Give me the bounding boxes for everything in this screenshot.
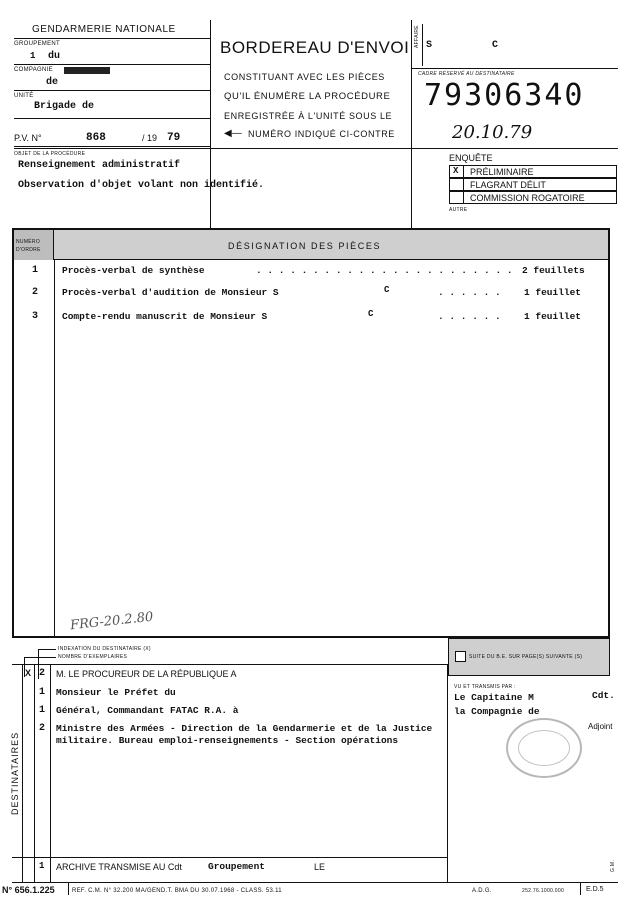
destinataires-side-label: DESTINATAIRES [10, 731, 20, 815]
dest-mark-1: X [25, 668, 32, 678]
gendarmerie-title: GENDARMERIE NATIONALE [32, 24, 176, 35]
row-leader: . . . . . . [438, 287, 501, 298]
footer-print-ref: 252.76.1000.000 [522, 888, 565, 894]
cdt-text: Cdt. [592, 690, 615, 701]
cadre-label: CADRE RÉSERVÉ AU DESTINATAIRE [418, 71, 515, 77]
groupement-prefix: 1 [30, 51, 36, 61]
archive-le: LE [314, 862, 326, 872]
enquete-option-label-3: COMMISSION ROGATOIRE [470, 193, 585, 203]
row-number: 2 [32, 287, 39, 298]
footer-side-mark: G.M. [610, 859, 616, 872]
row-leader: . . . . . . [438, 311, 501, 322]
dest-count-3: 1 [39, 705, 46, 716]
row-extra: C [368, 309, 374, 319]
enquete-mark-1: X [453, 166, 459, 176]
row-leader: . . . . . . . . . . . . . . . . . . . . . . . [256, 265, 513, 276]
distribution-box [12, 664, 448, 882]
autre-label: AUTRE [449, 207, 468, 213]
footer-adg: A.D.G. [472, 888, 492, 894]
title-line-4: NUMÉRO INDIQUÉ CI-CONTRE [248, 129, 395, 139]
enquete-block [449, 153, 617, 213]
title-line-2: QU'IL ÉNUMÈRE LA PROCÉDURE [224, 91, 391, 102]
nombre-label: NOMBRE D'EXEMPLAIRES [58, 654, 128, 660]
numero-header: NUMÉRO D'ORDRE [14, 230, 54, 260]
objet-line-1: Renseignement administratif [18, 160, 181, 171]
adjoint-text: Adjoint [588, 722, 613, 731]
row-count: 2 feuillets [522, 265, 585, 276]
capitaine-text: Le Capitaine M [454, 692, 534, 703]
enquete-option-1 [449, 165, 617, 178]
enquete-label: ENQUÊTE [449, 153, 493, 163]
enquete-option-label-2: FLAGRANT DÉLIT [470, 180, 546, 190]
table-row [14, 265, 608, 281]
pv-number: 868 [86, 132, 106, 144]
row-number: 1 [32, 265, 39, 276]
row-count: 1 feuillet [524, 311, 582, 322]
suite-checkbox[interactable] [455, 651, 466, 662]
table-row [14, 311, 608, 327]
row-extra: C [384, 285, 390, 295]
enquete-option-3 [449, 191, 617, 204]
bordereau-title: BORDEREAU D'ENVOI [220, 38, 410, 57]
suite-label: SUITE DU B.E. SUR PAGE(S) SUIVANTE (S) [469, 654, 583, 660]
footer-reference: REF. C.M. N° 32.200 MA/GEND.T. BMA DU 30.07.1968 - CLASS. 53.11 [72, 888, 282, 894]
dest-text-2: Monsieur le Préfet du [56, 687, 176, 698]
form-number: N° 656.1.225 [2, 885, 55, 895]
groupement-label: GROUPEMENT [14, 41, 61, 47]
pv-label: P.V. N° [14, 133, 42, 143]
affaire-label: AFFAIRE [414, 25, 420, 48]
compagnie-redaction [64, 67, 110, 74]
table-row [14, 287, 608, 303]
affaire-value-1: S [426, 40, 433, 51]
pv-year-prefix: / 19 [142, 133, 158, 143]
dest-count-2: 1 [39, 687, 46, 698]
dest-text-3: Général, Commandant FATAC R.A. à [56, 705, 239, 716]
suite-panel [448, 638, 610, 676]
unite-label: UNITÉ [14, 93, 34, 99]
row-text: Procès-verbal d'audition de Monsieur S [62, 287, 279, 298]
dest-text-1: M. LE PROCUREUR DE LA RÉPUBLIQUE A [56, 669, 237, 679]
row-text: Compte-rendu manuscrit de Monsieur S [62, 311, 268, 322]
objet-line-2: Observation d'objet volant non identifié. [18, 180, 265, 191]
dest-text-4: Ministre des Armées - Direction de la Gendarmerie et de la Justice militaire. Bureau emploi-renseignements - Section opérations [56, 723, 433, 746]
title-line-3: ENREGISTRÉE À L'UNITÉ SOUS LE [224, 111, 393, 121]
dest-count-4: 2 [39, 723, 46, 734]
vu-label: VU ET TRANSMIS PAR : [454, 684, 516, 690]
enquete-check-3 [450, 191, 464, 204]
official-stamp-icon [506, 718, 582, 778]
indexation-label: INDEXATION DU DESTINATAIRE (X) [58, 646, 151, 652]
affaire-value-2: C [492, 40, 499, 51]
enquete-check-2 [450, 178, 464, 191]
archive-count: 1 [39, 861, 45, 871]
title-line-1: CONSTITUANT AVEC LES PIÈCES [224, 72, 385, 82]
footer-ed: E.D.5 [586, 886, 604, 893]
compagnie-value: de [46, 77, 59, 88]
title-block [214, 20, 410, 148]
archive-text: ARCHIVE TRANSMISE AU Cdt [56, 862, 182, 872]
row-count: 1 feuillet [524, 287, 582, 298]
cadre-number: 79306340 [424, 78, 585, 113]
pv-year: 79 [167, 132, 181, 144]
compagnie-label: COMPAGNIE [14, 67, 53, 73]
dest-count-1: 2 [39, 668, 46, 679]
enquete-option-2 [449, 178, 617, 191]
archive-value: Groupement [208, 861, 266, 872]
designation-header: DÉSIGNATION DES PIÈCES [228, 241, 382, 251]
enquete-option-label-1: PRÉLIMINAIRE [470, 167, 534, 177]
handwritten-note: FRG-20.2.80 [69, 609, 155, 634]
groupement-value: du [48, 51, 61, 62]
arrow-icon: ◀— [224, 128, 242, 139]
header-left [14, 20, 210, 150]
unite-value: Brigade de [34, 101, 95, 112]
row-number: 3 [32, 311, 39, 322]
row-text: Procès-verbal de synthèse [62, 265, 205, 276]
header-right [412, 20, 618, 150]
compagnie-text: la Compagnie de [454, 706, 540, 717]
vu-panel [448, 676, 618, 786]
objet-label: OBJET DE LA PROCÉDURE [14, 151, 86, 157]
pieces-table [12, 228, 610, 638]
cadre-date: 20.10.79 [452, 122, 533, 143]
